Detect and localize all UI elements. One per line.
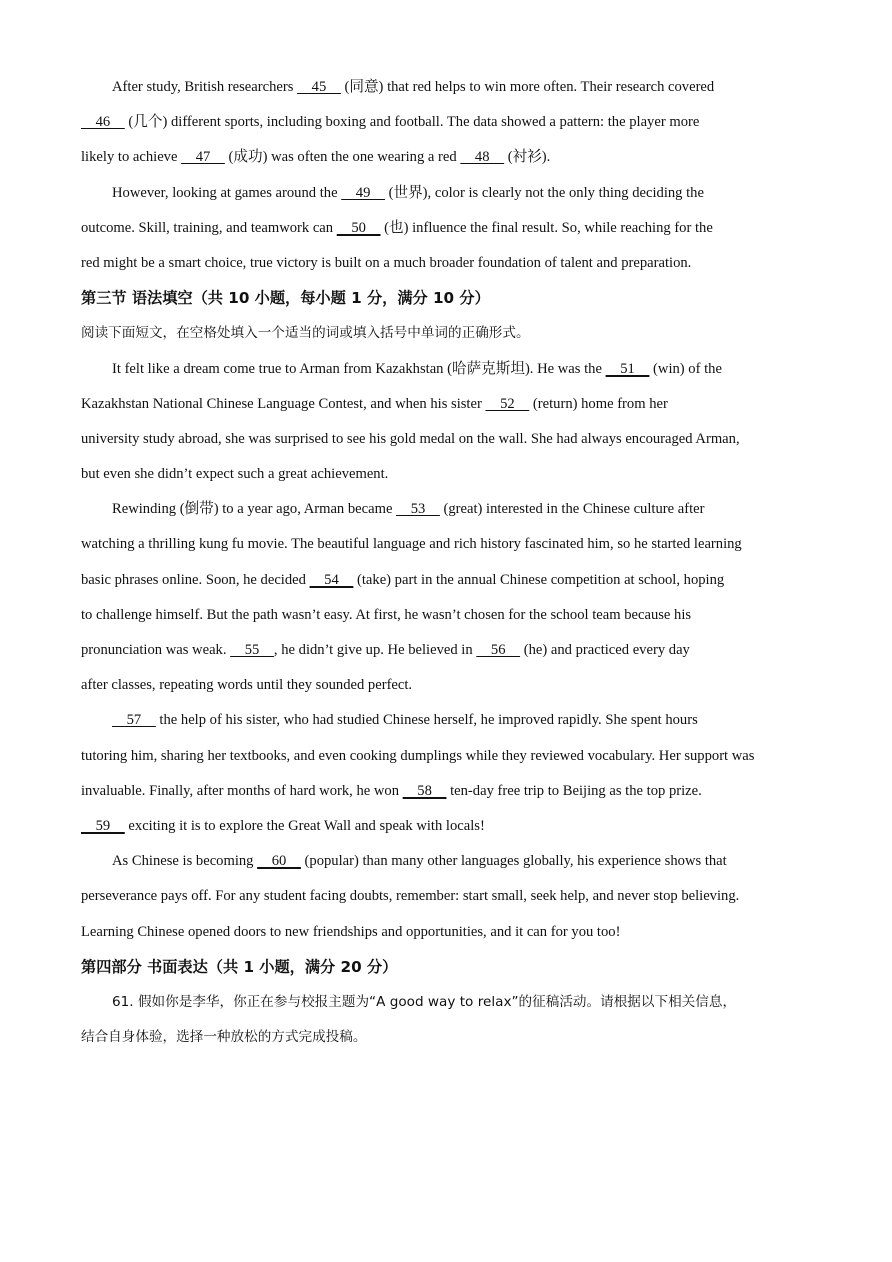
blank-56[interactable]: 56 [476, 642, 521, 658]
paragraph-line: perseverance pays off. For any student facing doubts, remember: start small, seek help, and never stop believing. [81, 888, 740, 905]
text-run: likely to achieve [81, 149, 182, 166]
text-run: However, looking at games around the [112, 184, 342, 201]
blank-52[interactable]: 52 [485, 395, 530, 412]
text-run: Rewinding (倒带) to a year ago, Arman became [112, 501, 397, 518]
blank-47[interactable]: 47 [181, 149, 225, 166]
blank-59[interactable]: 59 [81, 817, 125, 834]
paragraph-line: tutoring him, sharing her textbooks, and even cooking dumplings while they reviewed vocabulary. Her support was [81, 747, 755, 764]
text-run: (几个) different sports, including boxing and football. The data showed a pattern: the player more [124, 114, 700, 131]
blank-46[interactable]: 46 [81, 114, 125, 131]
paragraph-line [81, 633, 811, 668]
text-run: As Chinese is becoming [112, 853, 258, 870]
text-run: (popular) than many other languages globally, his experience shows that [300, 853, 727, 870]
blank-55[interactable]: 55 [230, 642, 274, 658]
paragraph-line [81, 844, 811, 879]
text-run: (return) home from her [529, 395, 668, 412]
question-61-line: 61. 假如你是李华，你正在参与校报主题为“A good way to relax”的征稿活动。请根据以下相关信息， [112, 993, 737, 1010]
text-run: invaluable. Finally, after months of hard work, he won [81, 782, 403, 799]
paragraph-line [81, 105, 811, 140]
text-run: , he didn’t give up. He believed in [273, 642, 477, 658]
text-run: (he) and practiced every day [520, 642, 690, 658]
text-run: outcome. Skill, training, and teamwork can [81, 219, 337, 236]
paragraph-line: to challenge himself. But the path wasn’t easy. At first, he wasn’t chosen for the school team because his [81, 606, 692, 623]
blank-60[interactable]: 60 [257, 853, 301, 870]
blank-58[interactable]: 58 [402, 782, 447, 799]
blank-54[interactable]: 54 [309, 571, 354, 588]
paragraph-line [81, 492, 811, 527]
question-61-line: 结合自身体验，选择一种放松的方式完成投稿。 [81, 1029, 367, 1046]
text-run: After study, British researchers [112, 79, 298, 95]
blank-48[interactable]: 48 [460, 149, 505, 166]
text-run: (成功) was often the one wearing a red [224, 149, 461, 166]
text-run: (也) influence the final result. So, while reaching for the [380, 219, 713, 236]
text-run: (同意) that red helps to win more often. Their research covered [340, 79, 715, 95]
text-run: (衬衫). [504, 149, 551, 166]
paragraph-line [81, 176, 811, 211]
text-run: basic phrases online. Soon, he decided [81, 571, 310, 588]
paragraph-line [81, 387, 811, 422]
blank-49[interactable]: 49 [341, 184, 385, 201]
text-run: the help of his sister, who had studied Chinese herself, he improved rapidly. She spent hours [155, 712, 698, 729]
paragraph-line [81, 703, 811, 738]
paragraph-line [81, 809, 811, 844]
text-run: (take) part in the annual Chinese competition at school, hoping [353, 571, 725, 588]
blank-51[interactable]: 51 [605, 360, 650, 377]
paragraph-line: watching a thrilling kung fu movie. The beautiful language and rich history fascinated him, so he started learning [81, 536, 742, 553]
section-instruction: 阅读下面短文，在空格处填入一个适当的词或填入括号中单词的正确形式。 [81, 325, 530, 342]
blank-50[interactable]: 50 [336, 219, 381, 236]
paragraph-line [81, 211, 811, 246]
paragraph-line [81, 563, 811, 598]
text-run: (世界), color is clearly not the only thing deciding the [384, 184, 704, 201]
section-heading: 第四部分 书面表达（共 1 小题，满分 20 分） [81, 957, 398, 976]
blank-57[interactable]: 57 [112, 712, 156, 729]
text-run: It felt like a dream come true to Arman from Kazakhstan (哈萨克斯坦). He was the [112, 360, 606, 377]
text-run: (great) interested in the Chinese culture after [439, 501, 705, 518]
paragraph-line: university study abroad, she was surprised to see his gold medal on the wall. She had always encouraged Arman, [81, 430, 740, 447]
text-run: ten-day free trip to Beijing as the top prize. [446, 782, 702, 799]
paragraph-line [81, 70, 811, 105]
paragraph-line [81, 140, 811, 175]
document-page [81, 70, 811, 1055]
text-run: exciting it is to explore the Great Wall and speak with locals! [124, 817, 485, 834]
paragraph-line [81, 774, 811, 809]
text-run: pronunciation was weak. [81, 642, 231, 658]
paragraph-line: but even she didn’t expect such a great achievement. [81, 466, 389, 483]
text-run: (win) of the [649, 360, 722, 377]
paragraph-line: after classes, repeating words until they sounded perfect. [81, 677, 413, 694]
blank-53[interactable]: 53 [396, 501, 440, 518]
paragraph-line: Learning Chinese opened doors to new friendships and opportunities, and it can for you too! [81, 923, 621, 940]
section-heading: 第三节 语法填空（共 10 小题，每小题 1 分，满分 10 分） [81, 289, 490, 308]
paragraph-line [81, 352, 811, 387]
paragraph-line: red might be a smart choice, true victory is built on a much broader foundation of talent and preparation. [81, 254, 692, 271]
text-run: Kazakhstan National Chinese Language Contest, and when his sister [81, 395, 486, 412]
blank-45[interactable]: 45 [297, 79, 341, 95]
